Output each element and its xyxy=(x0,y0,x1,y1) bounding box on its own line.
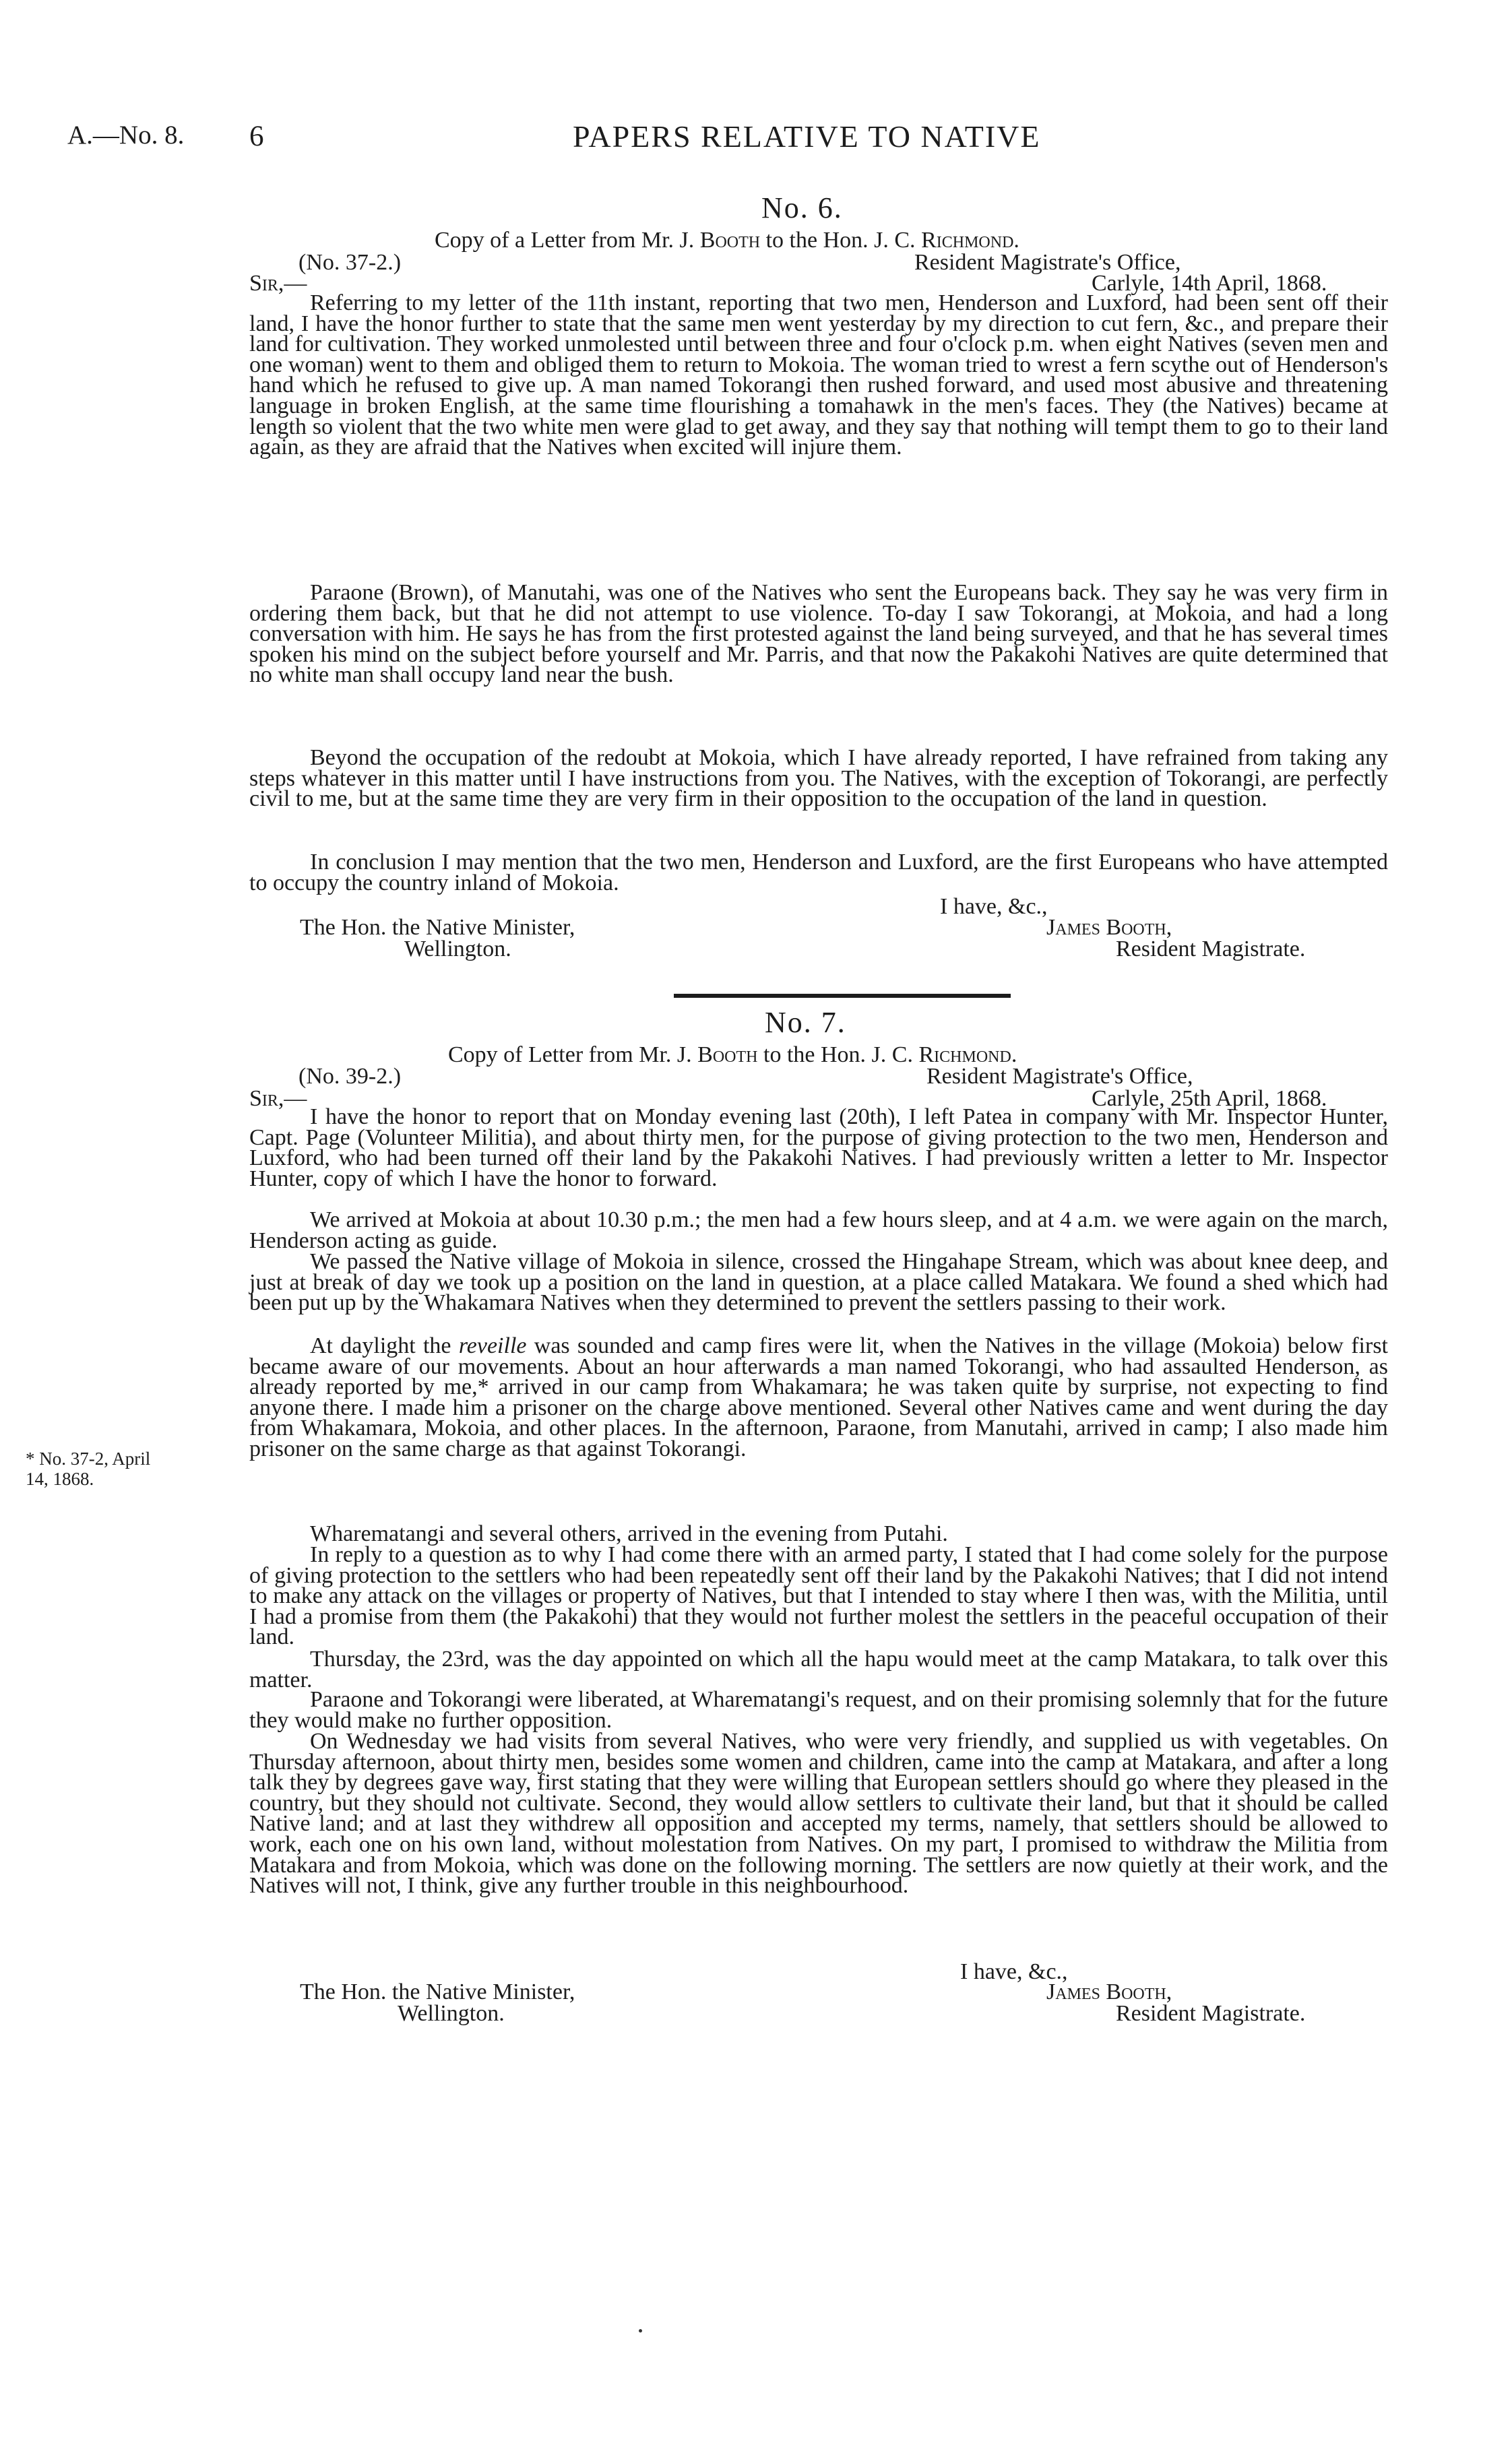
margin-note: * No. 37-2, April 14, 1868. xyxy=(26,1449,151,1489)
letter-7-paragraph-2: We arrived at Mokoia at about 10.30 p.m.; the men had a few hours sleep, and at 4 a.m. we were again on the march, Henderson acting as guide. xyxy=(249,1207,1388,1253)
letter-7-paragraph-9: On Wednesday we had visits from several Natives, who were very friendly, and supplied us with vegetables. On Thursday afternoon, about thirty men, besides some women and children, came into the camp at Matakara, and after a long talk they by degrees gave way, first stating that they were willing that European settlers should go where they pleased in the country, but they should not cultivate. Second, they would allow settlers to cultivate their land, but that it should be called Native land; and at last they withdrew all opposition and accepted my terms, namely, that settlers should be allowed to work, each one on his own land, without molestation from Natives. On my part, I promised to withdraw the Militia from Matakara and from Mokoia, which was done on the following morning. The settlers are now quietly at their work, and the Natives will not, I think, give any further trouble in this neighbourhood. xyxy=(249,1729,1388,1899)
letter-6-paragraph-3: Beyond the occupation of the redoubt at Mokoia, which I have already reported, I have refrained from taking any steps whatever in this matter until I have instructions from you. The Natives, with the exception of Tokorangi, are perfectly civil to me, but at the same time they are very firm in their opposition to the occupation of the land in question. xyxy=(249,745,1388,812)
letter-6-paragraph-4: In conclusion I may mention that the two men, Henderson and Luxford, are the first Europeans who have attempted to occupy the country inland of Mokoia. xyxy=(249,850,1388,895)
letter-6-addressee: The Hon. the Native Minister, xyxy=(300,915,575,940)
letter-7-paragraph-6: In reply to a question as to why I had come there with an armed party, I stated that I had come solely for the purpose of giving protection to the settlers who had been repeatedly sent off their land by the Pakakohi Natives; that I did not intend to make any attack on the villages or property of Natives, but that I intended to stay where I then was, with the Militia, until I had a promise from them (the Pakakohi) that they would not further molest the settlers in the peaceful occupation of their land. xyxy=(249,1542,1388,1650)
letter-7-paragraph-5: Wharematangi and several others, arrived in the evening from Putahi. xyxy=(310,1521,948,1546)
letter-6-signatory: James Booth, xyxy=(1046,915,1172,940)
letter-7-paragraph-1: I have the honor to report that on Monday evening last (20th), I left Patea in company with Mr. Inspector Hunter, Capt. Page (Volunteer Militia), and about thirty men, for the purpose of giving protection to the two men, Henderson and Luxford, who had been turned off their land by the Pakakohi Natives. I had previously written a letter to Mr. Inspector Hunter, copy of which I have the honor to forward. xyxy=(249,1104,1388,1191)
letter-7-paragraph-4: At daylight the reveille was sounded and camp fires were lit, when the Natives in the village (Mokoia) below first became aware of our movements. About an hour afterwards a man named Tokorangi, who had assaulted Henderson, as already reported by me,* arrived in our camp from Whakamara; he was taken quite by surprise, not expecting to find anyone there. I made him a prisoner on the charge above mentioned. Several other Natives came and went during the day from Whakamara, Mokoia, and other places. In the afternoon, Paraone, from Manutahi, arrived in camp; I also made him prisoner on the same charge as that against Tokorangi. xyxy=(249,1333,1389,1461)
letter-6-salutation: Sir,— xyxy=(249,271,307,296)
letter-6-closing: I have, &c., xyxy=(940,894,1048,919)
letter-7-addressee: The Hon. the Native Minister, xyxy=(300,1979,575,2004)
letter-7-signatory-title: Resident Magistrate. xyxy=(1116,2001,1306,2026)
letter-7-heading: Copy of Letter from Mr. J. Booth to the Hon. J. C. Richmond. xyxy=(448,1042,1017,1067)
letter-6-addressee-place: Wellington. xyxy=(404,937,511,961)
letter-7-ref: (No. 39-2.) xyxy=(298,1064,402,1089)
letter-6-paragraph-2: Paraone (Brown), of Manutahi, was one of the Natives who sent the Europeans back. They say he was very firm in ordering them back, but that he did not attempt to use violence. To-day I saw Tokorangi, at Mokoia, and had a long conversation with him. He says he has from the first protested against the land being surveyed, and that he has several times spoken his mind on the subject before yourself and Mr. Parris, and that now the Pakakohi Natives are quite determined that no white man shall occupy land near the bush. xyxy=(249,580,1388,688)
letter-6-place-date: Carlyle, 14th April, 1868. xyxy=(1092,271,1327,296)
letter-7-addressee-place: Wellington. xyxy=(398,2001,505,2026)
letter-6-number: No. 6. xyxy=(761,191,843,224)
letter-6-ref: (No. 37-2.) xyxy=(298,250,402,275)
letter-7-signatory: James Booth, xyxy=(1046,1979,1172,2004)
letter-7-salutation: Sir,— xyxy=(249,1086,307,1111)
letter-7-paragraph-3: We passed the Native village of Mokoia in silence, crossed the Hingahape Stream, which was about knee deep, and just at break of day we took up a position on the land in question, at a place called Matakara. We found a shed which had been put up by the Whakamara Natives when they determined to prevent the settlers passing to their work. xyxy=(249,1249,1388,1316)
letter-7-place-date: Carlyle, 25th April, 1868. xyxy=(1092,1086,1327,1111)
running-head: PAPERS RELATIVE TO NATIVE xyxy=(573,119,1041,154)
page-mark xyxy=(639,2329,642,2333)
letter-6-paragraph-1: Referring to my letter of the 11th instant, reporting that two men, Henderson and Luxford, had been sent off their land, I have the honor further to state that the same men went yesterday by my direction to cut fern, &c., and prepare their land for cultivation. They worked unmolested until between three and four o'clock p.m. when eight Natives (seven men and one woman) went to them and obliged them to return to Mokoia. The woman tried to wrest a fern scythe out of Henderson's hand which he refused to give up. A man named Tokorangi then rushed forward, and used most abusive and threatening language in broken English, at the same time flourishing a tomahawk in the men's faces. They (the Natives) became at length so violent that the two white men were glad to get away, and they say that nothing will tempt them to go to their land again, as they are afraid that the Natives when excited will injure them. xyxy=(249,290,1388,460)
section-divider xyxy=(674,994,1011,998)
letter-6-office: Resident Magistrate's Office, xyxy=(914,250,1181,275)
letter-6-signatory-title: Resident Magistrate. xyxy=(1116,937,1306,961)
letter-7-office: Resident Magistrate's Office, xyxy=(926,1064,1193,1089)
letter-7-number: No. 7. xyxy=(765,1006,846,1039)
page-identifier: A.—No. 8. xyxy=(67,121,185,150)
letter-6-heading: Copy of a Letter from Mr. J. Booth to the Hon. J. C. Richmond. xyxy=(435,228,1019,253)
letter-7-paragraph-8: Paraone and Tokorangi were liberated, at Wharematangi's request, and on their promising solemnly that for the future they would make no further opposition. xyxy=(249,1687,1388,1733)
letter-7-paragraph-7: Thursday, the 23rd, was the day appointed on which all the hapu would meet at the camp Matakara, to talk over this matter. xyxy=(249,1647,1388,1692)
page-number: 6 xyxy=(249,121,264,152)
letter-7-closing: I have, &c., xyxy=(960,1959,1068,1984)
